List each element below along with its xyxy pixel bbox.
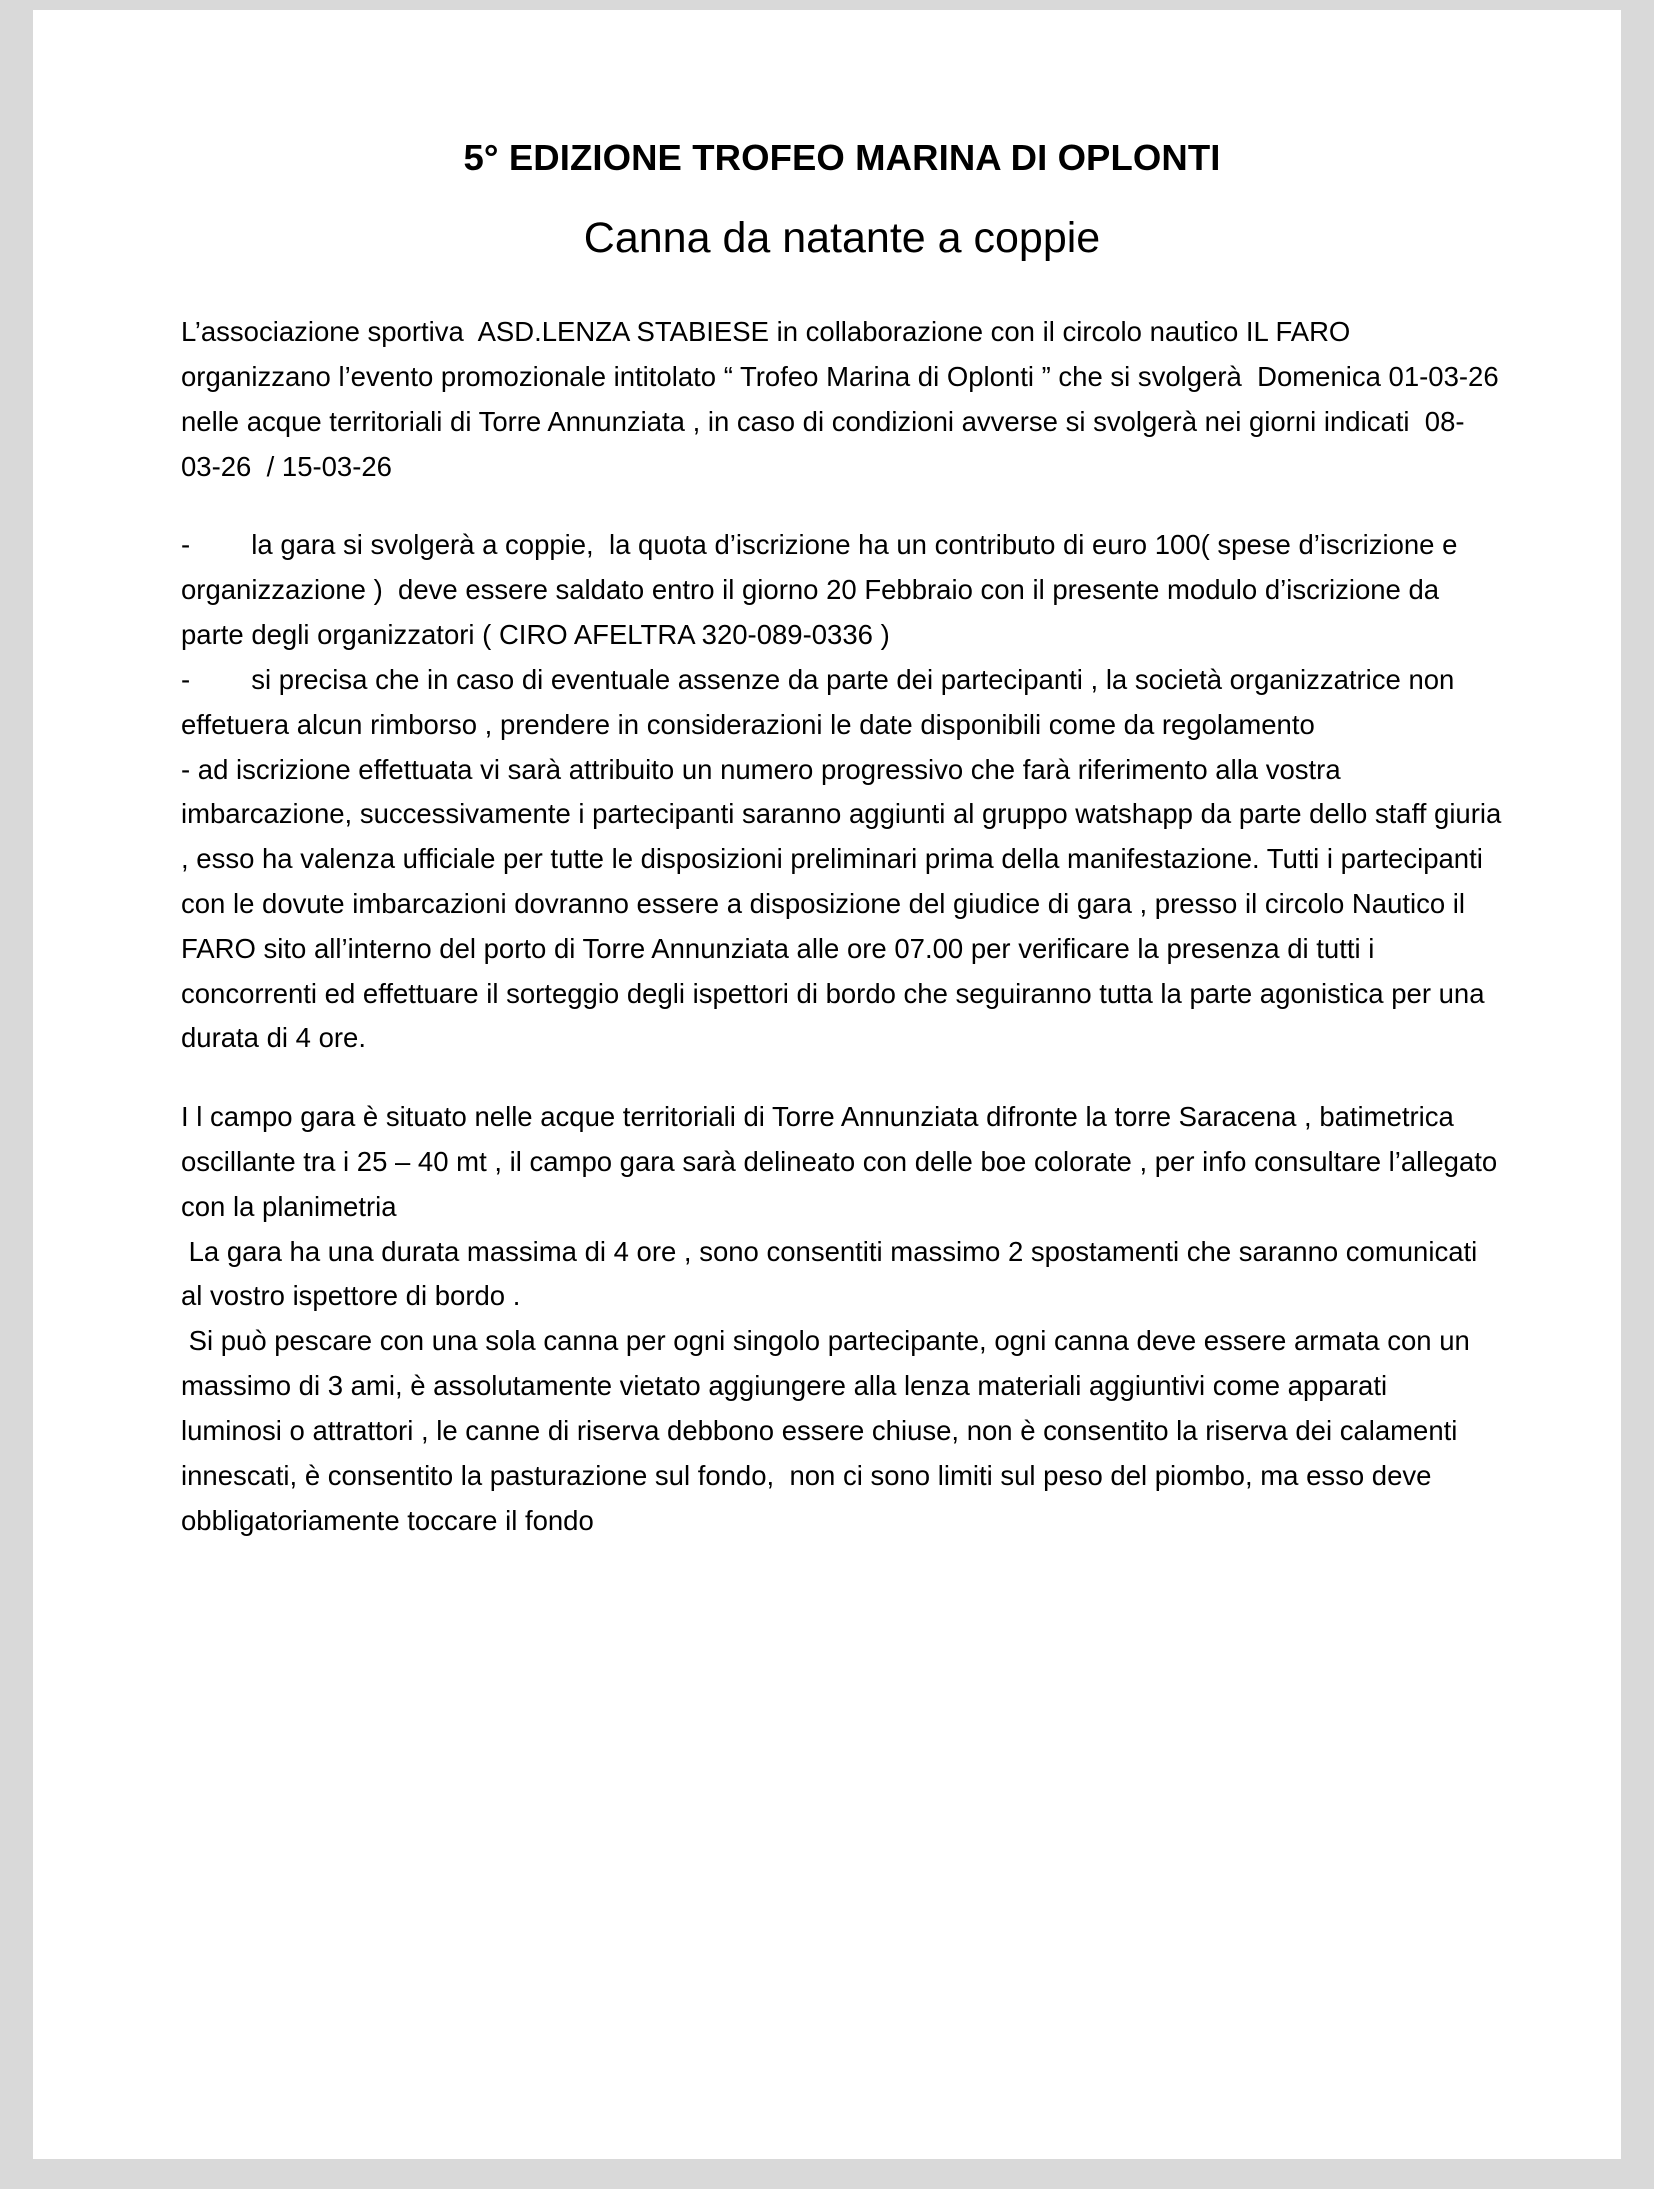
paragraph-campo-gara: I l campo gara è situato nelle acque territoriali di Torre Annunziata difronte la torre Saracena , batimetrica oscillante tra i 25 – 40 mt , il campo gara sarà delineato con delle boe colorate , per info consultare l’allegato con la planimetria — [181, 1101, 1505, 1222]
document-body — [33, 10, 1621, 1543]
document-page — [33, 10, 1621, 2159]
paragraph-bullet-three: - ad iscrizione effettuata vi sarà attribuito un numero progressivo che farà riferimento alla vostra imbarcazione, successivamente i partecipanti saranno aggiunti al gruppo watshapp da parte dello staff giuria , esso ha valenza ufficiale per tutte le disposizioni preliminari prima della manifestazione. Tutti i partecipanti con le dovute imbarcazioni dovranno essere a disposizione del giudice di gara , presso il circolo Nautico il FARO sito all’interno del porto di Torre Annunziata alle ore 07.00 per verificare la presenza di tutti i concorrenti ed effettuare il sorteggio degli ispettori di bordo che seguiranno tutta la parte agonistica per una durata di 4 ore. — [181, 753, 1509, 1054]
paragraph-bullet-one: - la gara si svolgerà a coppie, la quota d’iscrizione ha un contributo di euro 100( spese d’iscrizione e organizzazione ) deve essere saldato entro il giorno 20 Febbraio con il presente modulo d’iscrizione da parte degli organizzatori ( CIRO AFELTRA 320-089-0336 ) — [181, 529, 1466, 651]
paragraph-durata: La gara ha una durata massima di 4 ore , sono consentiti massimo 2 spostamenti che saranno comunicati al vostro ispettore di bordo . — [181, 1235, 1485, 1312]
page-subtitle: Canna da natante a coppie — [583, 213, 1101, 262]
paragraph-bullet-two: - si precisa che in caso di eventuale assenze da parte dei partecipanti , la società organizzatrice non effetuera alcun rimborso , prendere in considerazioni le date disponibili come da regolamento — [181, 663, 1462, 740]
page-title: 5° EDIZIONE TROFEO MARINA DI OPLONTI — [463, 137, 1221, 178]
paragraph-intro: L’associazione sportiva ASD.LENZA STABIESE in collaborazione con il circolo nautico IL FARO organizzano l’evento promozionale intitolato “ Trofeo Marina di Oplonti ” che si svolgerà Domenica 01-03-26 nelle acque territoriali di Torre Annunziata , in caso di condizioni avverse si svolgerà nei giorni indicati 08-03-26 / 15-03-26 — [181, 316, 1507, 482]
paragraph-regole-canne: Si può pescare con una sola canna per ogni singolo partecipante, ogni canna deve essere armata con un massimo di 3 ami, è assolutamente vietato aggiungere alla lenza materiali aggiuntivi come apparati luminosi o attrattori , le canne di riserva debbono essere chiuse, non è consentito la riserva dei calamenti innescati, è consentito la pasturazione sul fondo, non ci sono limiti sul peso del piombo, ma esso deve obbligatoriamente toccare il fondo — [181, 1325, 1478, 1536]
